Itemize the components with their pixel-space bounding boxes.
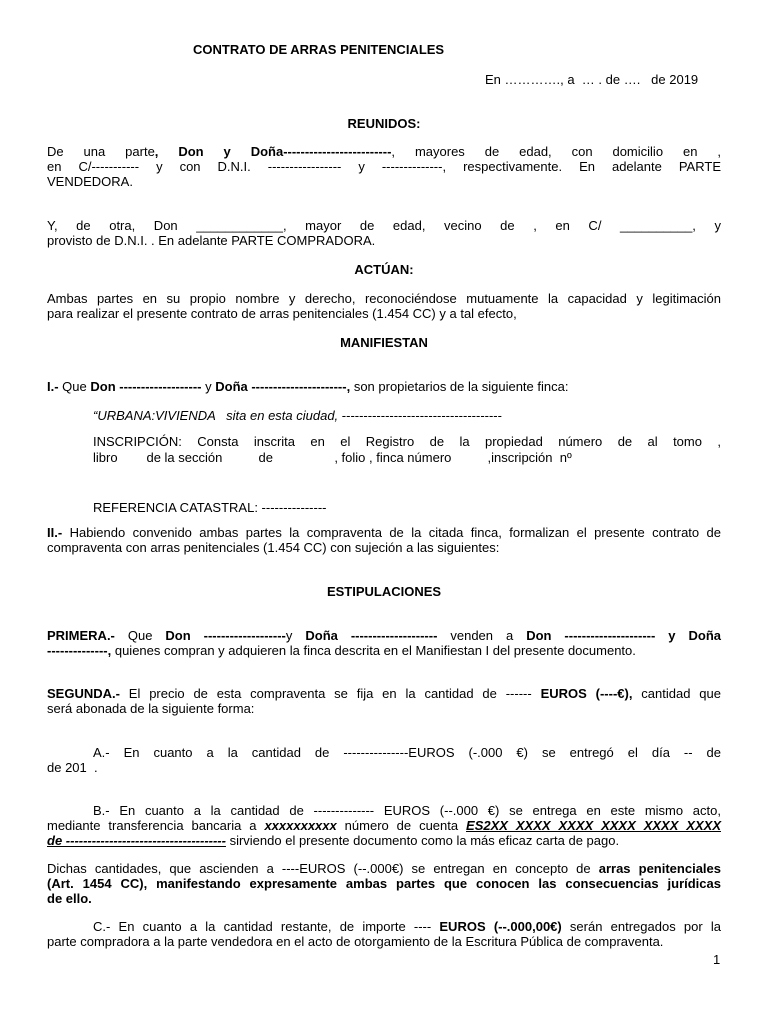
- inscripcion-line1: INSCRIPCIÓN: Consta inscrita en el Registro de la propiedad número de al tomo ,: [93, 434, 721, 449]
- reunidos-heading: REUNIDOS:: [347, 116, 421, 131]
- manifiestan-ii-line2: compraventa con arras penitenciales (1.454 CC) con sujeción a las siguientes:: [47, 540, 500, 555]
- iban-number: ES2XX XXXX XXXX XXXX XXXX XXXX: [466, 818, 721, 833]
- primera-line1: PRIMERA.- Que Don -------------------y Doña -------------------- venden a Don --------------------- y Doña: [47, 628, 721, 643]
- pago-a-line2: de 201 .: [47, 760, 98, 775]
- pago-b-line2: mediante transferencia bancaria a xxxxxxxxxx número de cuenta ES2XX XXXX XXXX XXXX XXXX XXXX: [47, 818, 721, 833]
- manifiestan-ii-line1: II.- Habiendo convenido ambas partes la compraventa de la citada finca, formalizan el presente contrato de: [47, 525, 721, 540]
- actuan-line1: Ambas partes en su propio nombre y derecho, reconociéndose mutuamente la capacidad y legitimación: [47, 291, 721, 306]
- page-number: 1: [713, 952, 721, 967]
- reunidos-p1-line1: De una parte, Don y Doña-------------------------, mayores de edad, con domicilio en ,: [47, 144, 721, 159]
- actuan-line2: para realizar el presente contrato de arras penitenciales (1.454 CC) y a tal efecto,: [47, 306, 517, 321]
- pago-b-line3: de ------------------------------------- sirviendo el presente documento como la más eficaz carta de pago.: [47, 833, 620, 848]
- document-title: CONTRATO DE ARRAS PENITENCIALES: [193, 42, 445, 57]
- segunda-line1: SEGUNDA.- El precio de esta compraventa se fija en la cantidad de ------ EUROS (----€), cantidad que: [47, 686, 721, 701]
- estipulaciones-heading: ESTIPULACIONES: [326, 584, 442, 599]
- pago-b-line1: B.- En cuanto a la cantidad de -------------- EUROS (--.000 €) se entrega en este mismo acto,: [93, 803, 721, 818]
- manifiestan-i-line: I.- Que Don ------------------- y Doña ----------------------, son propietarios de la siguiente finca:: [47, 379, 569, 394]
- dichas-line2: (Art. 1454 CC), manifestando expresamente ambas partes que conocen las consecuencias jurídicas: [47, 876, 721, 891]
- pago-c-line2: parte compradora a la parte vendedora en el acto de otorgamiento de la Escritura Pública de compraventa.: [47, 934, 664, 949]
- reunidos-p2-line2: provisto de D.N.I. . En adelante PARTE COMPRADORA.: [47, 233, 376, 248]
- actuan-heading: ACTÚAN:: [354, 262, 414, 277]
- pago-c-line1: C.- En cuanto a la cantidad restante, de importe ---- EUROS (--.000,00€) serán entregados por la: [93, 919, 721, 934]
- dichas-line1: Dichas cantidades, que ascienden a ----EUROS (--.000€) se entregan en concepto de arras penitenciales: [47, 861, 721, 876]
- urbana-line: “URBANA:VIVIENDA sita en esta ciudad, -------------------------------------: [93, 408, 502, 423]
- inscripcion-line2: libro de la sección de , folio , finca número ,inscripción nº: [93, 450, 572, 465]
- primera-line2: --------------, quienes compran y adquieren la finca descrita en el Manifiestan I del presente documento.: [47, 643, 636, 658]
- place-date-line: En …………., a … . de …. de 2019: [485, 72, 699, 87]
- pago-a-line1: A.- En cuanto a la cantidad de ---------------EUROS (-.000 €) se entregó el día -- de: [93, 745, 721, 760]
- reunidos-p2-line1: Y, de otra, Don ____________, mayor de edad, vecino de , en C/ __________, y: [47, 218, 721, 233]
- dichas-line3: de ello.: [47, 891, 92, 906]
- segunda-line2: será abonada de la siguiente forma:: [47, 701, 255, 716]
- reunidos-p1-line3: VENDEDORA.: [47, 174, 133, 189]
- referencia-catastral: REFERENCIA CATASTRAL: ---------------: [93, 500, 327, 515]
- manifiestan-heading: MANIFIESTAN: [340, 335, 428, 350]
- reunidos-p1-line2: en C/----------- y con D.N.I. ----------------- y --------------, respectivamente. En adelante PARTE: [47, 159, 721, 174]
